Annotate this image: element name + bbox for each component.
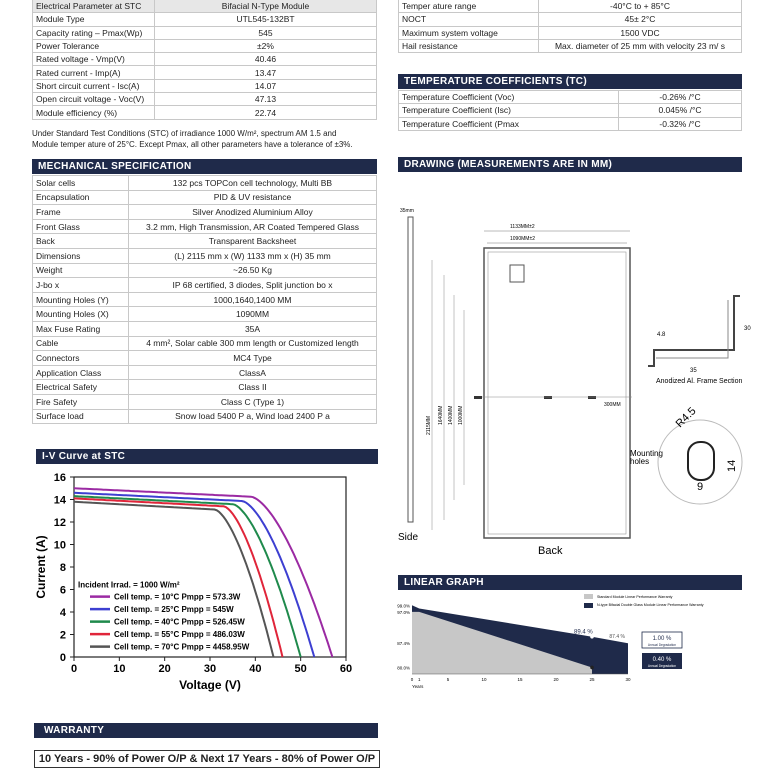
x-tick-label: 50 <box>294 663 307 675</box>
junction-box <box>510 265 524 282</box>
frame-dim-2: 35 <box>690 368 697 374</box>
dim-1640: 1640MM <box>438 405 444 425</box>
y-tick-label: 2 <box>59 629 66 642</box>
table-row <box>33 106 377 119</box>
row-label: Fire Safety <box>33 394 129 409</box>
tc-table <box>398 90 742 131</box>
table-row <box>33 263 377 278</box>
table-row <box>33 176 377 191</box>
x-tick-label: 10 <box>481 677 487 682</box>
side-profile <box>408 217 413 522</box>
iv-chart <box>30 465 380 695</box>
legend-entry: N-type Bifacial Double Glass Module Linear Performance Warranty <box>597 603 704 607</box>
iv-header: I-V Curve at STC <box>36 449 378 464</box>
row-label: Dimensions <box>33 248 129 263</box>
hole-height: 14 <box>726 459 738 472</box>
table-row <box>33 394 377 409</box>
legend-swatch <box>584 603 593 608</box>
y-tick-label: 8 <box>59 562 66 574</box>
x-tick-label: 1 <box>417 677 421 682</box>
row-label: Frame <box>33 205 129 220</box>
row-label: Application Class <box>33 365 129 380</box>
row-label: Mounting Holes (Y) <box>33 292 129 307</box>
x-tick-label: 0 <box>70 663 78 675</box>
frame-section <box>648 296 740 366</box>
row-value: Snow load 5400 P a, Wind load 2400 P a <box>129 409 377 424</box>
x-tick-label: 30 <box>625 677 631 682</box>
row-value: ~26.50 Kg <box>129 263 377 278</box>
table-row <box>399 39 742 52</box>
y-tick-label: 87.4% <box>397 641 410 647</box>
degradation-value-2: 0.40 % <box>652 657 672 663</box>
row-value: 3.2 mm, High Transmission, AR Coated Tempered Glass <box>129 219 377 234</box>
y-axis-label: Current (A) <box>34 535 48 599</box>
table-row <box>33 380 377 395</box>
row-label: Temperature Coefficient (Pmax <box>399 117 619 130</box>
row-value: -0.26% /°C <box>619 91 742 104</box>
x-axis-label: Years <box>412 684 424 689</box>
stc-note: Under Standard Test Conditions (STC) of irradiance 1000 W/m², spectrum AM 1.5 and Module temper ature of 25°C. Except Pmax, all other parameters have a tolerance of ±3%. <box>32 129 353 149</box>
row-label: Short circuit current - Isc(A) <box>33 79 155 92</box>
y-tick-label: 10 <box>53 539 66 552</box>
table-row <box>33 292 377 307</box>
mounting-hole <box>588 396 596 399</box>
row-label: Cable <box>33 336 129 351</box>
table-row <box>33 409 377 424</box>
y-tick-label: 4 <box>59 607 66 619</box>
legend-entry: Cell temp. = 40°C Pmpp = 526.45W <box>114 617 245 627</box>
row-label: Temperature Coefficient (Voc) <box>399 91 619 104</box>
degradation-value-1: 1.00 % <box>652 636 672 642</box>
row-label: Solar cells <box>33 176 129 191</box>
row-value: Transparent Backsheet <box>129 234 377 249</box>
table-row <box>33 190 377 205</box>
row-value: 545 <box>155 26 377 39</box>
linear-header: LINEAR GRAPH <box>398 575 742 590</box>
row-label: Module Type <box>33 13 155 26</box>
module-drawing <box>398 200 758 570</box>
annotation-89: 89.4 % <box>574 629 593 636</box>
y-tick-label: 6 <box>59 584 66 597</box>
legend-swatch <box>584 594 593 599</box>
table-row <box>33 234 377 249</box>
table-row <box>33 79 377 92</box>
environment-table <box>398 0 742 53</box>
irradiance-label: Incident Irrad. = 1000 W/m² <box>78 580 180 590</box>
x-tick-label: 15 <box>517 677 523 682</box>
dim-1000: 1000MM <box>458 405 464 425</box>
dim-1400: 1400MM <box>448 405 454 425</box>
y-tick-label: 97.0% <box>397 609 410 615</box>
row-value: Silver Anodized Aluminium Alloy <box>129 205 377 220</box>
electrical-header-label: Electrical Parameter at STC <box>33 0 155 13</box>
mounting-hole-slot <box>688 442 714 480</box>
back-inner <box>488 252 626 534</box>
row-value: 4 mm², Solar cable 300 mm length or Customized length <box>129 336 377 351</box>
table-row <box>399 13 742 26</box>
row-label: Encapsulation <box>33 190 129 205</box>
row-label: Mounting Holes (X) <box>33 307 129 322</box>
hole-label-2: holes <box>630 457 650 466</box>
row-label: Hail resistance <box>399 39 539 52</box>
electrical-header-value: Bifacial N-Type Module <box>155 0 377 13</box>
x-tick-label: 25 <box>589 677 595 682</box>
row-value: 0.045% /°C <box>619 104 742 117</box>
table-row <box>399 91 742 104</box>
table-row <box>399 0 742 13</box>
x-tick-label: 30 <box>203 663 217 675</box>
y-tick-label: 14 <box>53 494 66 507</box>
legend-entry: Cell temp. = 55°C Pmpp = 486.03W <box>114 630 245 640</box>
degradation-note-1: Annual Degradation <box>647 643 677 647</box>
table-row <box>33 336 377 351</box>
row-label: Electrical Safety <box>33 380 129 395</box>
y-tick-label: 16 <box>53 472 66 484</box>
row-label: Max Fuse Rating <box>33 321 129 336</box>
row-label: Front Glass <box>33 219 129 234</box>
hole-label-1: Mounting <box>630 449 663 458</box>
row-label: NOCT <box>399 13 539 26</box>
row-label: Rated current - Imp(A) <box>33 66 155 79</box>
row-value: 13.47 <box>155 66 377 79</box>
side-dim: 35mm <box>400 208 414 214</box>
table-row <box>33 248 377 263</box>
top-dim-1: 1133MM±2 <box>510 224 535 230</box>
table-row <box>33 219 377 234</box>
row-label: Temper ature range <box>399 0 539 13</box>
mechanical-header: MECHANICAL SPECIFICATION <box>32 159 377 174</box>
table-row <box>33 66 377 79</box>
mounting-hole <box>544 396 552 399</box>
frame-dim-3: 30 <box>744 326 751 332</box>
x-tick-label: 10 <box>113 663 126 675</box>
row-value: Max. diameter of 25 mm with velocity 23 m/ s <box>539 39 742 52</box>
row-label: Module efficiency (%) <box>33 106 155 119</box>
x-axis-label: Voltage (V) <box>179 678 241 692</box>
row-value: ±2% <box>155 39 377 52</box>
table-row <box>399 26 742 39</box>
x-tick-label: 5 <box>446 677 450 682</box>
side-label: Side <box>398 532 419 543</box>
y-tick-label: 99.0% <box>397 603 410 609</box>
row-label: J-bo x <box>33 278 129 293</box>
table-row <box>33 205 377 220</box>
tc-header: TEMPERATURE COEFFICIENTS (TC) <box>398 74 742 89</box>
hole-dim: 300MM <box>604 402 621 408</box>
x-tick-label: 60 <box>339 663 353 675</box>
legend-entry: Cell temp. = 70°C Pmpp = 4458.95W <box>114 642 250 652</box>
table-row <box>33 365 377 380</box>
y-tick-label: 0 <box>59 652 66 664</box>
frame-dim-1: 4.8 <box>657 332 666 338</box>
table-row <box>399 104 742 117</box>
row-label: Rated voltage - Vmp(V) <box>33 53 155 66</box>
row-value: 45± 2°C <box>539 13 742 26</box>
row-value: (L) 2115 mm x (W) 1133 mm x (H) 35 mm <box>129 248 377 263</box>
warranty-header: WARRANTY <box>34 723 378 738</box>
table-row <box>33 93 377 106</box>
row-label: Temperature Coefficient (Isc) <box>399 104 619 117</box>
table-row <box>33 278 377 293</box>
row-value: 1000,1640,1400 MM <box>129 292 377 307</box>
data-point <box>590 666 594 670</box>
row-label: Connectors <box>33 351 129 366</box>
x-tick-label: 20 <box>553 677 559 682</box>
degradation-note-2: Annual Degradation <box>647 664 677 668</box>
row-label: Back <box>33 234 129 249</box>
row-value: -0.32% /°C <box>619 117 742 130</box>
dim-2115: 2115MM <box>426 415 432 435</box>
table-row <box>33 351 377 366</box>
table-row <box>33 13 377 26</box>
row-value: 132 pcs TOPCon cell technology, Multi BB <box>129 176 377 191</box>
table-row <box>33 307 377 322</box>
table-row <box>33 26 377 39</box>
row-label: Weight <box>33 263 129 278</box>
table-row <box>399 117 742 130</box>
row-value: 1500 VDC <box>539 26 742 39</box>
back-frame <box>484 248 630 538</box>
row-value: Class C (Type 1) <box>129 394 377 409</box>
frame-label: Anodized Al. Frame Section <box>656 378 743 385</box>
electrical-table <box>32 0 377 120</box>
row-value: 14.07 <box>155 79 377 92</box>
x-tick-label: 20 <box>158 663 171 675</box>
row-value: 40.46 <box>155 53 377 66</box>
row-label: Surface load <box>33 409 129 424</box>
table-row <box>33 321 377 336</box>
row-value: Class II <box>129 380 377 395</box>
top-dim-2: 1090MM±2 <box>510 236 535 242</box>
x-tick-label: 0 <box>410 677 414 682</box>
row-value: 1090MM <box>129 307 377 322</box>
table-row <box>33 39 377 52</box>
y-tick-label: 12 <box>53 517 66 529</box>
radius-label: R4.5 <box>673 405 699 431</box>
legend-entry: Cell temp. = 10°C Pmpp = 573.3W <box>114 592 241 602</box>
row-value: -40°C to + 85°C <box>539 0 742 13</box>
annotation-87: 87.4 % <box>609 634 625 641</box>
legend-entry: Cell temp. = 25°C Pmpp = 545W <box>114 605 234 615</box>
drawing-header: DRAWING (MEASUREMENTS ARE IN MM) <box>398 157 742 172</box>
legend-entry: Standard Module Linear Performance Warranty <box>597 595 673 599</box>
row-value: IP 68 certified, 3 diodes, Split junction bo x <box>129 278 377 293</box>
hole-width: 9 <box>697 481 704 493</box>
row-label: Capacity rating – Pmax(Wp) <box>33 26 155 39</box>
back-label: Back <box>538 545 563 557</box>
row-value: MC4 Type <box>129 351 377 366</box>
warranty-text: 10 Years - 90% of Power O/P & Next 17 Years - 80% of Power O/P <box>34 750 380 768</box>
row-value: ClassA <box>129 365 377 380</box>
row-value: 47.13 <box>155 93 377 106</box>
row-label: Maximum system voltage <box>399 26 539 39</box>
mounting-hole <box>474 396 482 399</box>
mechanical-table <box>32 175 377 424</box>
x-tick-label: 40 <box>249 663 262 675</box>
row-value: 35A <box>129 321 377 336</box>
row-value: 22.74 <box>155 106 377 119</box>
linear-chart <box>392 592 742 692</box>
row-value: PID & UV resistance <box>129 190 377 205</box>
table-row <box>33 53 377 66</box>
row-label: Power Tolerance <box>33 39 155 52</box>
row-value: UTL545-132BT <box>155 13 377 26</box>
row-label: Open circuit voltage - Voc(V) <box>33 93 155 106</box>
y-tick-label: 80.0% <box>397 665 410 671</box>
